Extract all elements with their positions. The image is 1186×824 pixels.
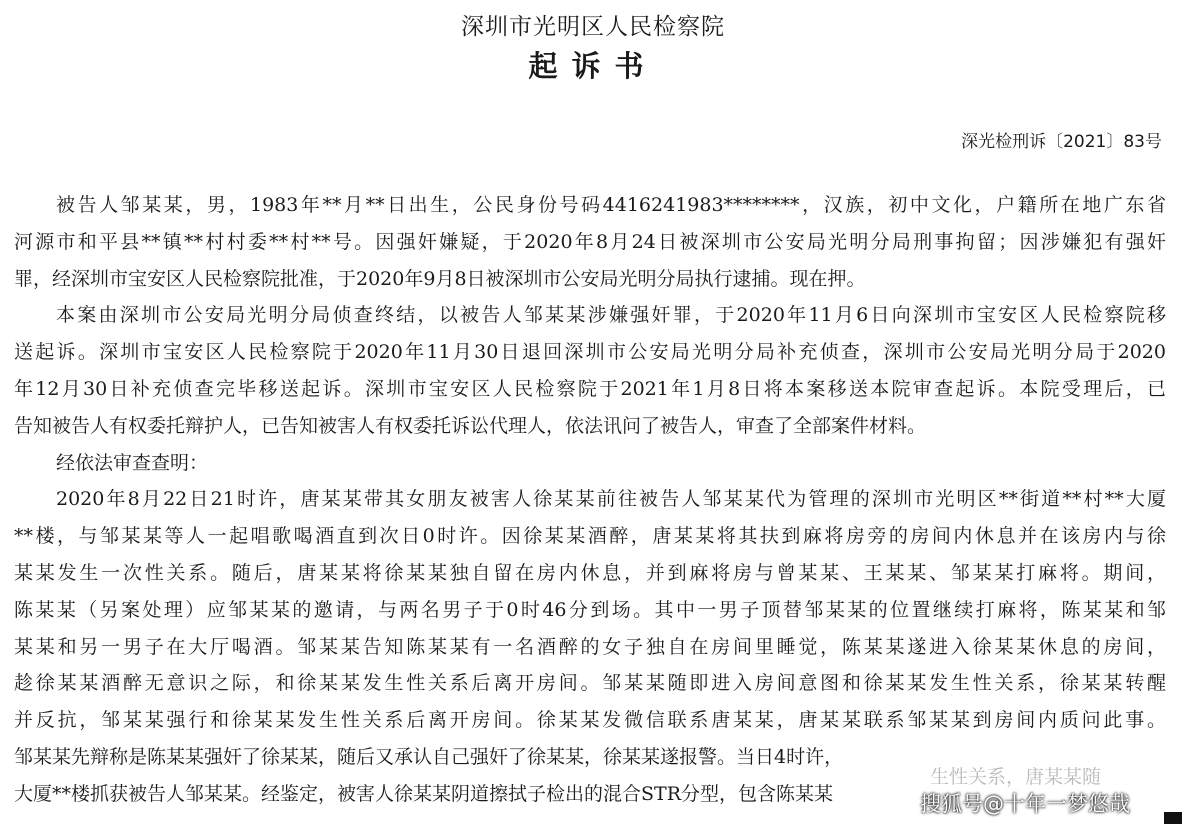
document-title: 起诉书 [528,49,658,83]
paragraph-line: 年12月30日补充侦查完毕移送起诉。深圳市宝安区人民检察院于2021年1月8日将本案移送本院审查起诉。本院受理后，已 [14,377,1166,400]
paragraph-line: 邹某某先辩称是陈某某强奸了徐某某，随后又承认自己强奸了徐某某，徐某某遂报警。当日4时许， [14,745,844,768]
document-number: 深光检刑诉〔2021〕83号 [961,132,1162,152]
paragraph-line: 送起诉。深圳市宝安区人民检察院于2020年11月30日退回深圳市公安局光明分局补充侦查，深圳市公安局光明分局于2020 [14,341,1166,364]
corner-marker [1164,812,1182,824]
paragraph-line: 被告人邹某某，男，1983年**月**日出生，公民身份号码4416241983********，汉族，初中文化，户籍所在地广东省 [56,194,1166,216]
paragraph-line: 某某和另一男子在大厅喝酒。邹某某告知陈某某有一名酒醉的女子独自在房间里睡觉，陈某某遂进入徐某某休息的房间， [14,635,1166,658]
paragraph-line: 罪，经深圳市宝安区人民检察院批准，于2020年9月8日被深圳市公安局光明分局执行逮捕。现在押。 [14,267,866,290]
paragraph-line: 趁徐某某酒醉无意识之际，和徐某某发生性关系后离开房间。邹某某随即进入房间意图和徐某某发生性关系，徐某某转醒 [14,672,1166,695]
source-watermark: 搜狐号@十年一梦悠哉 [920,792,1130,816]
paragraph-line: 2020年8月22日21时许，唐某某带其女朋友被害人徐某某前往被告人邹某某代为管理的深圳市光明区**街道**村**大厦 [56,488,1166,511]
paragraph-line: **楼，与邹某某等人一起唱歌喝酒直到次日0时许。因徐某某酒醉，唐某某将其扶到麻将房旁的房间内休息并在该房内与徐 [14,525,1166,548]
paragraph-line: 本案由深圳市公安局光明分局侦查终结，以被告人邹某某涉嫌强奸罪，于2020年11月6日向深圳市宝安区人民检察院移 [56,304,1166,327]
paragraph-line: 大厦**楼抓获被告人邹某某。经鉴定，被害人徐某某阴道擦拭子检出的混合STR分型，包含陈某某 [14,782,833,805]
paragraph-line: 某某发生一次性关系。随后，唐某某将徐某某独自留在房内休息，并到麻将房与曾某某、王某某、邹某某打麻将。期间， [14,561,1166,584]
paragraph-line: 经依法审查查明： [56,451,209,474]
indictment-body [14,187,1166,813]
paragraph-line: 河源市和平县**镇**村村委**村**号。因强奸嫌疑，于2020年8月24日被深圳市公安局光明分局刑事拘留；因涉嫌犯有强奸 [14,230,1166,253]
overlay-popup-text: 生性关系，唐某某随 [930,766,1102,788]
paragraph-line: 告知被告人有权委托辩护人，已告知被害人有权委托诉讼代理人，依法讯问了被告人，审查了全部案件材料。 [14,414,927,437]
paragraph-line: 陈某某（另案处理）应邹某某的邀请，与两名男子于0时46分到场。其中一男子顶替邹某某的位置继续打麻将，陈某某和邹 [14,598,1166,621]
paragraph-line: 并反抗，邹某某强行和徐某某发生性关系后离开房间。徐某某发微信联系唐某某，唐某某联系邹某某到房间内质问此事。 [14,709,1166,732]
procuratorate-name: 深圳市光明区人民检察院 [461,14,725,40]
